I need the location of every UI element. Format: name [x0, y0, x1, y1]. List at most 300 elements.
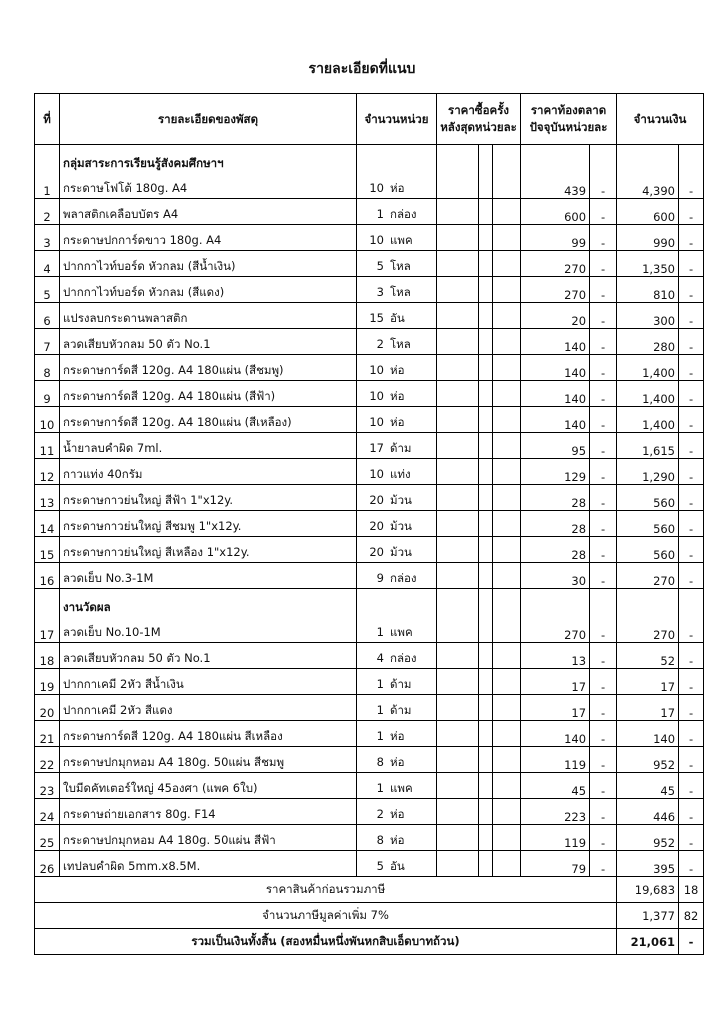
market-price-satang: -: [590, 225, 617, 251]
item-amount-satang: -: [679, 225, 704, 251]
last-price-cell: [437, 225, 479, 251]
item-description: ใบมีดคัทเตอร์ใหญ่ 45องศา (แพค 6ใบ): [60, 773, 357, 799]
item-quantity-cell: [357, 825, 437, 851]
last-price-cell: [437, 799, 479, 825]
item-amount-satang: -: [679, 459, 704, 485]
last-price-cell: [437, 747, 479, 773]
item-quantity: 3: [376, 285, 384, 299]
last-price-satang-cell: [493, 433, 521, 459]
last-price-divider-cell: [479, 825, 493, 851]
item-amount: 45: [617, 773, 679, 799]
item-no: 20: [35, 695, 60, 721]
item-quantity: 8: [376, 755, 384, 769]
item-unit: โหล: [390, 285, 411, 299]
last-price-satang-cell: [493, 563, 521, 589]
market-price-satang: -: [590, 199, 617, 225]
item-quantity: 1: [376, 207, 384, 221]
market-price-satang: -: [590, 511, 617, 537]
item-unit: ห่อ: [390, 729, 405, 743]
item-quantity-cell: [357, 251, 437, 277]
last-price-cell: [437, 537, 479, 563]
table-row: [35, 277, 704, 303]
last-price-satang-cell: [493, 721, 521, 747]
last-price-cell: [437, 563, 479, 589]
table-row: [35, 329, 704, 355]
item-quantity-cell: [357, 617, 437, 643]
last-price-divider-cell: [479, 563, 493, 589]
market-price-satang: -: [590, 407, 617, 433]
item-no: 21: [35, 721, 60, 747]
table-row: [35, 225, 704, 251]
table-row: [35, 799, 704, 825]
summary-row: [35, 929, 704, 955]
summary-value: 21,061: [617, 929, 679, 955]
last-price-satang-cell: [493, 773, 521, 799]
col-header-no: ที่: [35, 94, 60, 145]
item-quantity: 1: [376, 703, 384, 717]
item-quantity: 1: [376, 781, 384, 795]
table-row: [35, 407, 704, 433]
item-no: 6: [35, 303, 60, 329]
item-quantity-cell: [357, 773, 437, 799]
item-amount: 280: [617, 329, 679, 355]
table-row: [35, 825, 704, 851]
last-price-divider-cell: [479, 643, 493, 669]
item-quantity: 5: [376, 259, 384, 273]
item-amount: 1,400: [617, 407, 679, 433]
last-price-satang-cell: [493, 251, 521, 277]
last-price-satang-cell: [493, 199, 521, 225]
last-price-satang-cell: [493, 799, 521, 825]
item-amount-satang: -: [679, 617, 704, 643]
item-description: แปรงลบกระดานพลาสติก: [60, 303, 357, 329]
table-header-row: [35, 94, 704, 145]
summary-row: [35, 877, 704, 903]
item-amount-satang: -: [679, 799, 704, 825]
last-price-satang-cell: [493, 695, 521, 721]
item-quantity: 15: [369, 311, 384, 325]
table-row: [35, 563, 704, 589]
item-quantity: 10: [369, 467, 384, 481]
market-price-satang: -: [590, 329, 617, 355]
table-row: [35, 433, 704, 459]
market-price-satang: -: [590, 617, 617, 643]
summary-row: [35, 903, 704, 929]
item-amount-satang: -: [679, 669, 704, 695]
last-price-cell: [437, 433, 479, 459]
item-amount-satang: -: [679, 485, 704, 511]
item-no: 12: [35, 459, 60, 485]
item-amount: 395: [617, 851, 679, 877]
item-amount: 4,390: [617, 173, 679, 199]
table-row: [35, 695, 704, 721]
last-price-cell: [437, 173, 479, 199]
market-price: 140: [521, 355, 590, 381]
last-price-satang-cell: [493, 329, 521, 355]
item-no: 5: [35, 277, 60, 303]
item-description: เทปลบคำผิด 5mm.x8.5M.: [60, 851, 357, 877]
item-quantity: 17: [369, 441, 384, 455]
market-price-satang: -: [590, 563, 617, 589]
last-price-satang-cell: [493, 617, 521, 643]
item-description: กระดาษถ่ายเอกสาร 80g. F14: [60, 799, 357, 825]
col-header-market-price-line2: ปัจจุบันหน่วยละ: [529, 120, 608, 134]
item-amount-satang: -: [679, 721, 704, 747]
last-price-divider-cell: [479, 851, 493, 877]
market-price: 17: [521, 669, 590, 695]
last-price-divider-cell: [479, 721, 493, 747]
item-description: กระดาษกาวย่นใหญ่ สีเหลือง 1"x12y.: [60, 537, 357, 563]
item-quantity-cell: [357, 747, 437, 773]
item-description: กาวแท่ง 40กรัม: [60, 459, 357, 485]
item-description: กระดาษกาวย่นใหญ่ สีฟ้า 1"x12y.: [60, 485, 357, 511]
item-no: 14: [35, 511, 60, 537]
item-no: 24: [35, 799, 60, 825]
item-unit: แพค: [390, 233, 413, 247]
market-price-satang: -: [590, 669, 617, 695]
item-amount-satang: -: [679, 199, 704, 225]
market-price: 13: [521, 643, 590, 669]
item-amount: 270: [617, 563, 679, 589]
col-header-market-price-line1: ราคาท้องตลาด: [530, 103, 607, 117]
item-no: 22: [35, 747, 60, 773]
item-amount: 560: [617, 511, 679, 537]
market-price: 28: [521, 511, 590, 537]
item-quantity-cell: [357, 485, 437, 511]
item-description: ลวดเย็บ No.3-1M: [60, 563, 357, 589]
last-price-cell: [437, 617, 479, 643]
market-price-satang: -: [590, 695, 617, 721]
table-row: [35, 381, 704, 407]
item-description: กระดาษปกการ์ดขาว 180g. A4: [60, 225, 357, 251]
item-amount: 1,615: [617, 433, 679, 459]
market-price: 270: [521, 277, 590, 303]
item-amount-satang: -: [679, 825, 704, 851]
item-description: กระดาษโฟโต้ 180g. A4: [60, 173, 357, 199]
last-price-divider-cell: [479, 459, 493, 485]
item-unit: ห่อ: [390, 181, 405, 195]
item-quantity-cell: [357, 199, 437, 225]
item-unit: ด้าม: [390, 703, 412, 717]
group-name: งานวัดผล: [60, 589, 357, 617]
last-price-divider-cell: [479, 199, 493, 225]
market-price-satang: -: [590, 799, 617, 825]
table-row: [35, 511, 704, 537]
item-amount: 952: [617, 825, 679, 851]
item-description: พลาสติกเคลือบบัตร A4: [60, 199, 357, 225]
market-price: 45: [521, 773, 590, 799]
item-unit: อัน: [390, 311, 405, 325]
last-price-divider-cell: [479, 511, 493, 537]
item-description: ปากกาไวท์บอร์ด หัวกลม (สีแดง): [60, 277, 357, 303]
item-no: 10: [35, 407, 60, 433]
summary-label: จำนวนภาษีมูลค่าเพิ่ม 7%: [35, 903, 617, 929]
market-price: 270: [521, 617, 590, 643]
last-price-divider-cell: [479, 329, 493, 355]
last-price-satang-cell: [493, 825, 521, 851]
item-no: 11: [35, 433, 60, 459]
item-no: 25: [35, 825, 60, 851]
item-quantity-cell: [357, 511, 437, 537]
last-price-cell: [437, 669, 479, 695]
item-unit: ห่อ: [390, 807, 405, 821]
last-price-cell: [437, 851, 479, 877]
item-unit: กล่อง: [390, 571, 417, 585]
col-header-market-price: [521, 94, 617, 145]
table-row: [35, 721, 704, 747]
item-no: 7: [35, 329, 60, 355]
item-unit: ห่อ: [390, 833, 405, 847]
item-amount-satang: -: [679, 329, 704, 355]
market-price-satang: -: [590, 485, 617, 511]
item-amount-satang: -: [679, 251, 704, 277]
table-row: [35, 459, 704, 485]
item-no: 16: [35, 563, 60, 589]
item-amount-satang: -: [679, 773, 704, 799]
last-price-cell: [437, 303, 479, 329]
market-price: 140: [521, 407, 590, 433]
market-price: 28: [521, 485, 590, 511]
last-price-satang-cell: [493, 669, 521, 695]
item-quantity-cell: [357, 277, 437, 303]
item-no: 3: [35, 225, 60, 251]
item-quantity: 20: [369, 545, 384, 559]
item-quantity-cell: [357, 799, 437, 825]
item-amount: 560: [617, 537, 679, 563]
item-amount: 810: [617, 277, 679, 303]
last-price-satang-cell: [493, 643, 521, 669]
table-row: [35, 303, 704, 329]
market-price: 99: [521, 225, 590, 251]
item-amount: 952: [617, 747, 679, 773]
last-price-cell: [437, 459, 479, 485]
item-quantity: 8: [376, 833, 384, 847]
item-description: กระดาษการ์ดสี 120g. A4 180แผ่น สีเหลือง: [60, 721, 357, 747]
last-price-cell: [437, 199, 479, 225]
table-row: [35, 173, 704, 199]
col-header-amount: จำนวนเงิน: [617, 94, 704, 145]
group-name: กลุ่มสาระการเรียนรู้สังคมศึกษาฯ: [60, 145, 357, 173]
item-description: ลวดเสียบหัวกลม 50 ตัว No.1: [60, 329, 357, 355]
last-price-cell: [437, 277, 479, 303]
item-no: 19: [35, 669, 60, 695]
market-price-satang: -: [590, 773, 617, 799]
item-quantity-cell: [357, 303, 437, 329]
col-header-last-price: [437, 94, 521, 145]
item-no: 26: [35, 851, 60, 877]
col-header-last-price-line2: หลังสุดหน่วยละ: [440, 120, 517, 134]
item-amount-satang: -: [679, 537, 704, 563]
item-unit: ม้วน: [390, 545, 412, 559]
last-price-satang-cell: [493, 173, 521, 199]
item-amount: 1,290: [617, 459, 679, 485]
item-quantity-cell: [357, 851, 437, 877]
item-amount: 990: [617, 225, 679, 251]
last-price-cell: [437, 251, 479, 277]
last-price-divider-cell: [479, 617, 493, 643]
item-no: 2: [35, 199, 60, 225]
market-price-satang: -: [590, 251, 617, 277]
item-table: [34, 93, 704, 955]
last-price-cell: [437, 381, 479, 407]
item-amount-satang: -: [679, 643, 704, 669]
item-quantity: 10: [369, 389, 384, 403]
summary-value: 19,683: [617, 877, 679, 903]
item-no: 1: [35, 173, 60, 199]
item-quantity-cell: [357, 643, 437, 669]
item-quantity: 1: [376, 677, 384, 691]
market-price-satang: -: [590, 643, 617, 669]
group-header-row: [35, 145, 704, 173]
market-price: 270: [521, 251, 590, 277]
last-price-cell: [437, 721, 479, 747]
item-description: กระดาษการ์ดสี 120g. A4 180แผ่น (สีเหลือง): [60, 407, 357, 433]
item-unit: โหล: [390, 337, 411, 351]
last-price-cell: [437, 825, 479, 851]
last-price-satang-cell: [493, 511, 521, 537]
last-price-cell: [437, 407, 479, 433]
item-quantity-cell: [357, 381, 437, 407]
last-price-satang-cell: [493, 747, 521, 773]
item-quantity-cell: [357, 355, 437, 381]
last-price-divider-cell: [479, 485, 493, 511]
item-no: 13: [35, 485, 60, 511]
last-price-satang-cell: [493, 459, 521, 485]
summary-label: ราคาสินค้าก่อนรวมภาษี: [35, 877, 617, 903]
table-row: [35, 773, 704, 799]
market-price: 119: [521, 747, 590, 773]
last-price-divider-cell: [479, 277, 493, 303]
item-amount: 560: [617, 485, 679, 511]
item-quantity-cell: [357, 695, 437, 721]
item-amount-satang: -: [679, 173, 704, 199]
last-price-divider-cell: [479, 173, 493, 199]
item-quantity: 2: [376, 337, 384, 351]
market-price: 20: [521, 303, 590, 329]
item-unit: โหล: [390, 259, 411, 273]
item-amount: 17: [617, 695, 679, 721]
last-price-cell: [437, 329, 479, 355]
last-price-satang-cell: [493, 407, 521, 433]
last-price-divider-cell: [479, 773, 493, 799]
item-unit: ห่อ: [390, 755, 405, 769]
last-price-divider-cell: [479, 747, 493, 773]
item-unit: ม้วน: [390, 493, 412, 507]
table-row: [35, 355, 704, 381]
item-unit: ม้วน: [390, 519, 412, 533]
market-price: 600: [521, 199, 590, 225]
table-row: [35, 485, 704, 511]
item-description: ปากกาไวท์บอร์ด หัวกลม (สีน้ำเงิน): [60, 251, 357, 277]
item-description: กระดาษการ์ดสี 120g. A4 180แผ่น (สีฟ้า): [60, 381, 357, 407]
last-price-divider-cell: [479, 303, 493, 329]
market-price-satang: -: [590, 851, 617, 877]
item-amount: 1,400: [617, 355, 679, 381]
item-description: กระดาษกาวย่นใหญ่ สีชมพู 1"x12y.: [60, 511, 357, 537]
group-header-row: [35, 589, 704, 617]
item-amount-satang: -: [679, 355, 704, 381]
table-row: [35, 643, 704, 669]
item-quantity: 10: [369, 415, 384, 429]
market-price-satang: -: [590, 355, 617, 381]
item-quantity: 10: [369, 233, 384, 247]
last-price-cell: [437, 511, 479, 537]
item-description: กระดาษปกมุกหอม A4 180g. 50แผ่น สีชมพู: [60, 747, 357, 773]
table-row: [35, 747, 704, 773]
last-price-divider-cell: [479, 695, 493, 721]
market-price-satang: -: [590, 825, 617, 851]
last-price-divider-cell: [479, 381, 493, 407]
item-quantity-cell: [357, 225, 437, 251]
market-price: 439: [521, 173, 590, 199]
last-price-divider-cell: [479, 433, 493, 459]
col-header-desc: รายละเอียดของพัสดุ: [60, 94, 357, 145]
market-price: 140: [521, 329, 590, 355]
last-price-cell: [437, 485, 479, 511]
item-quantity-cell: [357, 537, 437, 563]
item-amount: 446: [617, 799, 679, 825]
last-price-satang-cell: [493, 225, 521, 251]
item-quantity: 20: [369, 493, 384, 507]
item-description: น้ำยาลบคำผิด 7ml.: [60, 433, 357, 459]
item-description: กระดาษการ์ดสี 120g. A4 180แผ่น (สีชมพู): [60, 355, 357, 381]
market-price: 17: [521, 695, 590, 721]
last-price-satang-cell: [493, 381, 521, 407]
item-amount-satang: -: [679, 695, 704, 721]
market-price-satang: -: [590, 173, 617, 199]
item-description: ปากกาเคมี 2หัว สีแดง: [60, 695, 357, 721]
item-quantity: 1: [376, 625, 384, 639]
item-description: กระดาษปกมุกหอม A4 180g. 50แผ่น สีฟ้า: [60, 825, 357, 851]
last-price-divider-cell: [479, 669, 493, 695]
item-unit: ห่อ: [390, 415, 405, 429]
item-quantity: 10: [369, 363, 384, 377]
table-row: [35, 851, 704, 877]
item-quantity-cell: [357, 173, 437, 199]
table-row: [35, 537, 704, 563]
item-quantity: 1: [376, 729, 384, 743]
market-price: 140: [521, 381, 590, 407]
last-price-satang-cell: [493, 355, 521, 381]
item-amount-satang: -: [679, 747, 704, 773]
last-price-satang-cell: [493, 851, 521, 877]
item-unit: ห่อ: [390, 389, 405, 403]
item-no: 17: [35, 617, 60, 643]
summary-satang: -: [679, 929, 704, 955]
last-price-cell: [437, 695, 479, 721]
summary-satang: 82: [679, 903, 704, 929]
item-quantity-cell: [357, 563, 437, 589]
market-price: 28: [521, 537, 590, 563]
market-price-satang: -: [590, 459, 617, 485]
item-amount: 17: [617, 669, 679, 695]
item-description: ปากกาเคมี 2หัว สีน้ำเงิน: [60, 669, 357, 695]
col-header-qty: จำนวนหน่วย: [357, 94, 437, 145]
item-description: ลวดเสียบหัวกลม 50 ตัว No.1: [60, 643, 357, 669]
item-unit: แท่ง: [390, 467, 411, 481]
summary-label: รวมเป็นเงินทั้งสิ้น (สองหมื่นหนึ่งพันหกสิบเอ็ดบาทถ้วน): [35, 929, 617, 955]
item-quantity-cell: [357, 459, 437, 485]
item-amount: 600: [617, 199, 679, 225]
item-unit: กล่อง: [390, 651, 417, 665]
table-row: [35, 617, 704, 643]
last-price-divider-cell: [479, 407, 493, 433]
summary-satang: 18: [679, 877, 704, 903]
summary-value: 1,377: [617, 903, 679, 929]
market-price-satang: -: [590, 537, 617, 563]
last-price-divider-cell: [479, 355, 493, 381]
item-amount-satang: -: [679, 851, 704, 877]
